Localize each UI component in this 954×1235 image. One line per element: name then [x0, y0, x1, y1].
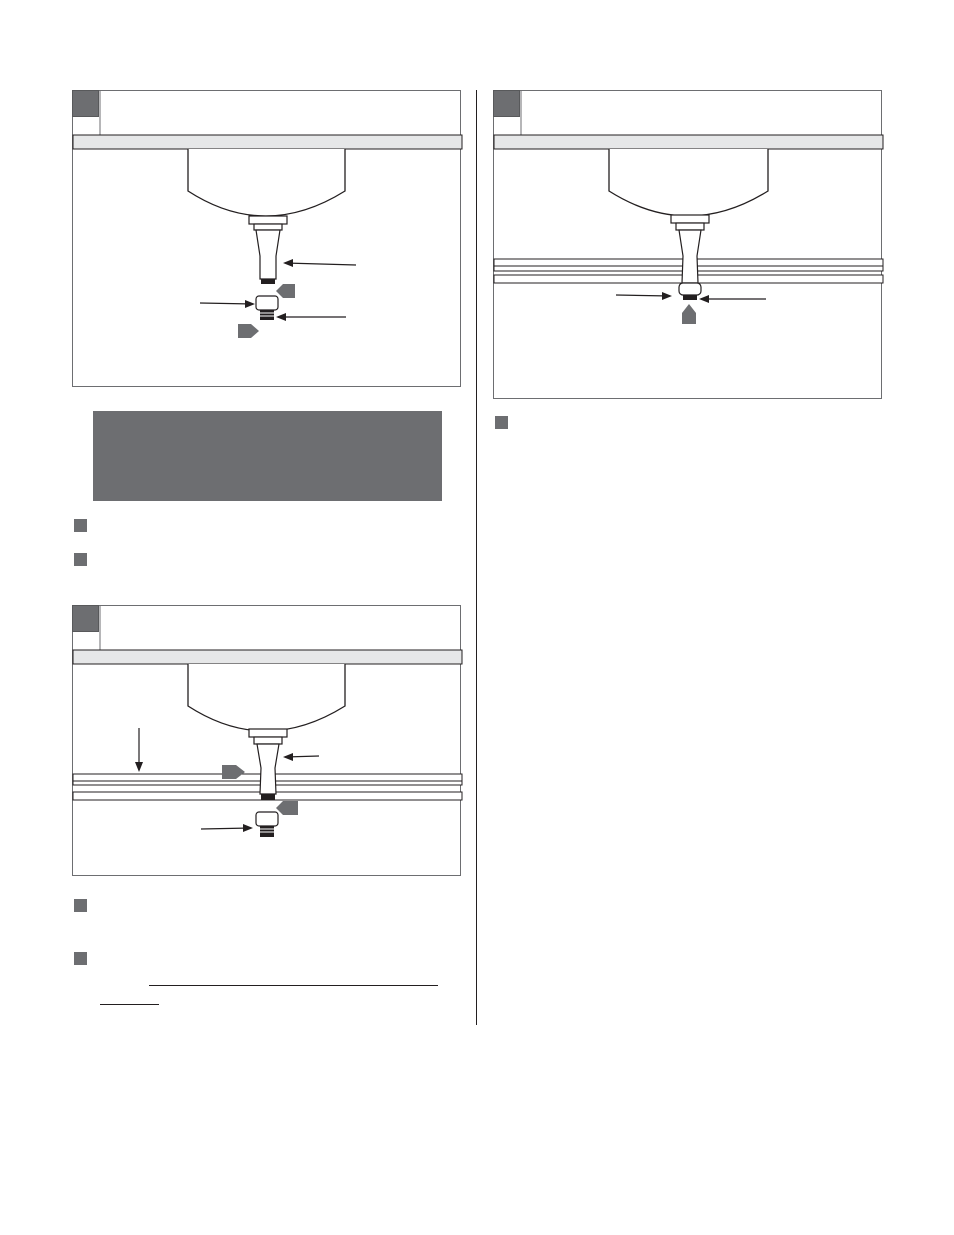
pointer-marker	[276, 801, 298, 815]
ceiling-rail	[494, 135, 883, 149]
text-underline	[100, 1004, 159, 1005]
step-bullet	[74, 519, 87, 532]
pointer-marker	[682, 304, 696, 324]
step-bullet	[74, 899, 87, 912]
pointer-marker	[238, 324, 259, 338]
figure-2	[493, 90, 882, 399]
stem-collar	[249, 216, 287, 224]
pointer-marker	[276, 284, 295, 298]
canopy	[188, 664, 345, 731]
figure-1	[72, 90, 461, 387]
figure-3	[72, 605, 461, 876]
note-box	[93, 411, 442, 501]
stem	[256, 230, 280, 279]
figure-2-illustration	[494, 91, 883, 400]
connector-nut	[256, 296, 278, 310]
canopy	[188, 149, 345, 216]
connector-nut	[256, 812, 278, 826]
stem	[257, 744, 279, 794]
canopy	[609, 149, 768, 216]
stem	[679, 230, 701, 283]
step-bullet	[495, 416, 508, 429]
step-bullet	[74, 553, 87, 566]
step-bullet	[74, 952, 87, 965]
text-underline	[149, 985, 438, 986]
connector-nut	[679, 283, 701, 295]
figure-3-illustration	[73, 606, 462, 877]
column-divider	[476, 90, 477, 1025]
ceiling-rail	[73, 135, 462, 149]
figure-1-illustration	[73, 91, 462, 388]
ceiling-rail	[73, 650, 462, 664]
